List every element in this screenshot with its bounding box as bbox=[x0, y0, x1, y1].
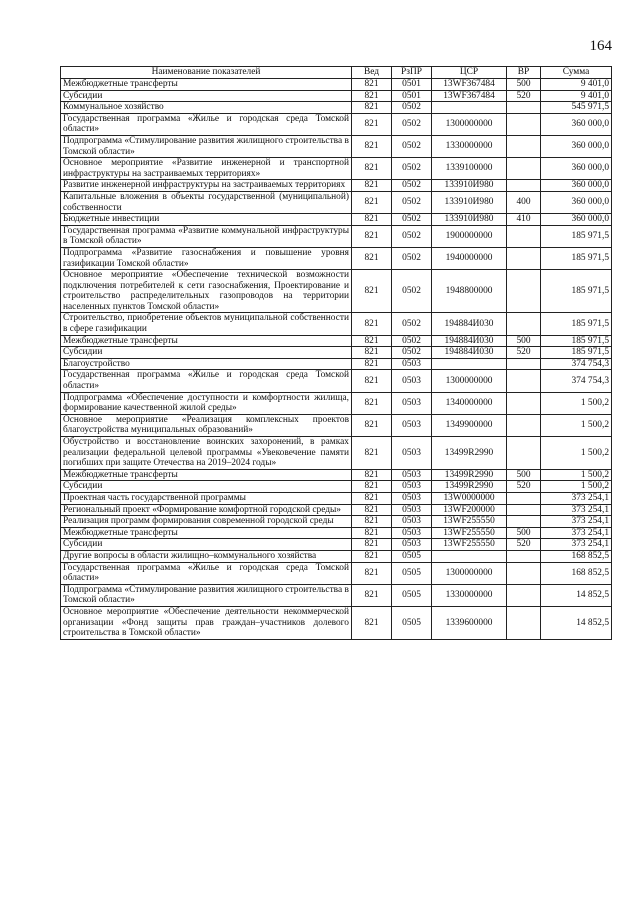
row-ved: 821 bbox=[352, 313, 392, 335]
row-ved: 821 bbox=[352, 225, 392, 247]
row-rzpr: 0502 bbox=[392, 158, 432, 180]
row-sum: 185 971,5 bbox=[541, 225, 612, 247]
row-name: Государственная программа «Жилье и городская среда Томской области» bbox=[61, 562, 352, 584]
row-vr bbox=[507, 113, 541, 135]
table-row bbox=[61, 180, 612, 192]
row-sum: 373 254,1 bbox=[541, 492, 612, 504]
row-vr: 520 bbox=[507, 347, 541, 359]
row-sum: 168 852,5 bbox=[541, 550, 612, 562]
row-csr: 13W0000000 bbox=[432, 492, 507, 504]
row-ved: 821 bbox=[352, 135, 392, 157]
row-csr bbox=[432, 550, 507, 562]
row-vr bbox=[507, 606, 541, 639]
row-vr bbox=[507, 180, 541, 192]
row-sum: 185 971,5 bbox=[541, 335, 612, 347]
row-ved: 821 bbox=[352, 214, 392, 226]
row-csr: 1339100000 bbox=[432, 158, 507, 180]
row-rzpr: 0503 bbox=[392, 527, 432, 539]
row-ved: 821 bbox=[352, 550, 392, 562]
header-ved: Вед bbox=[352, 67, 392, 79]
row-ved: 821 bbox=[352, 370, 392, 392]
row-sum: 373 254,1 bbox=[541, 504, 612, 516]
table-row bbox=[61, 214, 612, 226]
table-row bbox=[61, 113, 612, 135]
table-row bbox=[61, 504, 612, 516]
header-csr: ЦСР bbox=[432, 67, 507, 79]
row-csr: 1900000000 bbox=[432, 225, 507, 247]
row-ved: 821 bbox=[352, 79, 392, 91]
row-csr: 1948800000 bbox=[432, 270, 507, 313]
row-ved: 821 bbox=[352, 437, 392, 470]
row-name: Обустройство и восстановление воинских захоронений, в рамках реализации федеральной целевой программы «Увековечение памяти погибших при защите Отечества на 2019–2024 годы» bbox=[61, 437, 352, 470]
table-row bbox=[61, 347, 612, 359]
row-rzpr: 0502 bbox=[392, 347, 432, 359]
row-vr bbox=[507, 392, 541, 414]
row-rzpr: 0502 bbox=[392, 247, 432, 269]
table-row bbox=[61, 437, 612, 470]
table-row bbox=[61, 516, 612, 528]
row-vr bbox=[507, 562, 541, 584]
row-csr: 13WF200000 bbox=[432, 504, 507, 516]
row-name: Государственная программа «Жилье и городская среда Томской области» bbox=[61, 370, 352, 392]
row-vr bbox=[507, 584, 541, 606]
row-csr: 1340000000 bbox=[432, 392, 507, 414]
header-name: Наименование показателей bbox=[61, 67, 352, 79]
row-vr bbox=[507, 225, 541, 247]
table-row bbox=[61, 158, 612, 180]
row-name: Коммунальное хозяйство bbox=[61, 102, 352, 114]
row-sum: 185 971,5 bbox=[541, 247, 612, 269]
row-ved: 821 bbox=[352, 504, 392, 516]
row-sum: 360 000,0 bbox=[541, 191, 612, 213]
table-header-row bbox=[61, 67, 612, 79]
row-rzpr: 0503 bbox=[392, 492, 432, 504]
row-csr: 133910И980 bbox=[432, 214, 507, 226]
row-name: Межбюджетные трансферты bbox=[61, 335, 352, 347]
row-vr bbox=[507, 437, 541, 470]
row-rzpr: 0502 bbox=[392, 102, 432, 114]
row-rzpr: 0505 bbox=[392, 550, 432, 562]
table-row bbox=[61, 481, 612, 493]
row-csr: 13WF255550 bbox=[432, 516, 507, 528]
row-rzpr: 0502 bbox=[392, 270, 432, 313]
row-vr bbox=[507, 492, 541, 504]
row-name: Субсидии bbox=[61, 539, 352, 551]
table-row bbox=[61, 550, 612, 562]
row-sum: 373 254,1 bbox=[541, 516, 612, 528]
table-row bbox=[61, 313, 612, 335]
row-name: Межбюджетные трансферты bbox=[61, 469, 352, 481]
row-rzpr: 0502 bbox=[392, 113, 432, 135]
row-csr bbox=[432, 358, 507, 370]
row-ved: 821 bbox=[352, 527, 392, 539]
row-vr bbox=[507, 516, 541, 528]
row-name: Капитальные вложения в объекты государственной (муниципальной) собственности bbox=[61, 191, 352, 213]
row-vr bbox=[507, 270, 541, 313]
table-row bbox=[61, 562, 612, 584]
row-sum: 1 500,2 bbox=[541, 392, 612, 414]
row-name: Проектная часть государственной программы bbox=[61, 492, 352, 504]
table-row bbox=[61, 370, 612, 392]
row-sum: 373 254,1 bbox=[541, 539, 612, 551]
row-name: Государственная программа «Развитие коммунальной инфраструктуры в Томской области» bbox=[61, 225, 352, 247]
row-rzpr: 0502 bbox=[392, 335, 432, 347]
row-vr: 520 bbox=[507, 539, 541, 551]
row-rzpr: 0502 bbox=[392, 313, 432, 335]
row-ved: 821 bbox=[352, 158, 392, 180]
row-ved: 821 bbox=[352, 247, 392, 269]
row-csr: 133910И980 bbox=[432, 191, 507, 213]
row-name: Межбюджетные трансферты bbox=[61, 527, 352, 539]
row-ved: 821 bbox=[352, 347, 392, 359]
row-name: Основное мероприятие «Обеспечение деятельности некоммерческой организации «Фонд защиты прав граждан–участников долевого строительства в Томской области» bbox=[61, 606, 352, 639]
row-vr: 500 bbox=[507, 527, 541, 539]
table-row bbox=[61, 469, 612, 481]
row-csr: 1940000000 bbox=[432, 247, 507, 269]
row-sum: 185 971,5 bbox=[541, 347, 612, 359]
row-name: Подпрограмма «Обеспечение доступности и комфортности жилища, формирование качественной жилой среды» bbox=[61, 392, 352, 414]
row-csr: 1349900000 bbox=[432, 414, 507, 436]
row-name: Подпрограмма «Стимулирование развития жилищного строительства в Томской области» bbox=[61, 135, 352, 157]
header-rzpr: РзПР bbox=[392, 67, 432, 79]
row-vr: 400 bbox=[507, 191, 541, 213]
row-csr: 194884И030 bbox=[432, 347, 507, 359]
row-sum: 9 401,0 bbox=[541, 79, 612, 91]
row-sum: 1 500,2 bbox=[541, 481, 612, 493]
table-row bbox=[61, 79, 612, 91]
row-ved: 821 bbox=[352, 481, 392, 493]
row-rzpr: 0501 bbox=[392, 90, 432, 102]
row-sum: 185 971,5 bbox=[541, 313, 612, 335]
row-ved: 821 bbox=[352, 516, 392, 528]
row-name: Субсидии bbox=[61, 481, 352, 493]
row-sum: 373 254,1 bbox=[541, 527, 612, 539]
row-csr: 133910И980 bbox=[432, 180, 507, 192]
header-sum: Сумма bbox=[541, 67, 612, 79]
table-row bbox=[61, 270, 612, 313]
row-sum: 545 971,5 bbox=[541, 102, 612, 114]
row-csr: 1330000000 bbox=[432, 135, 507, 157]
row-sum: 1 500,2 bbox=[541, 469, 612, 481]
row-csr: 13499R2990 bbox=[432, 437, 507, 470]
table-row bbox=[61, 539, 612, 551]
row-sum: 374 754,3 bbox=[541, 358, 612, 370]
row-ved: 821 bbox=[352, 191, 392, 213]
row-sum: 14 852,5 bbox=[541, 606, 612, 639]
row-vr bbox=[507, 247, 541, 269]
table-row bbox=[61, 225, 612, 247]
table-row bbox=[61, 358, 612, 370]
row-name: Основное мероприятие «Развитие инженерной и транспортной инфраструктуры на застраиваемых территориях» bbox=[61, 158, 352, 180]
row-vr bbox=[507, 313, 541, 335]
table-row bbox=[61, 135, 612, 157]
table-row bbox=[61, 527, 612, 539]
table-row bbox=[61, 335, 612, 347]
row-vr bbox=[507, 158, 541, 180]
row-sum: 360 000,0 bbox=[541, 135, 612, 157]
table-row bbox=[61, 90, 612, 102]
row-vr bbox=[507, 550, 541, 562]
row-rzpr: 0502 bbox=[392, 214, 432, 226]
row-csr: 1300000000 bbox=[432, 370, 507, 392]
row-csr: 13WF255550 bbox=[432, 539, 507, 551]
header-vr: ВР bbox=[507, 67, 541, 79]
row-csr: 1300000000 bbox=[432, 562, 507, 584]
row-name: Развитие инженерной инфраструктуры на застраиваемых территориях bbox=[61, 180, 352, 192]
table-row bbox=[61, 492, 612, 504]
row-name: Строительство, приобретение объектов муниципальной собственности в сфере газификации bbox=[61, 313, 352, 335]
table-row bbox=[61, 584, 612, 606]
row-vr bbox=[507, 358, 541, 370]
row-ved: 821 bbox=[352, 270, 392, 313]
row-sum: 1 500,2 bbox=[541, 414, 612, 436]
row-name: Основное мероприятие «Обеспечение технической возможности подключения потребителей к сети газоснабжения, Проектирование и строительство распределительных газопроводов на территории населенных пунктов Томской области» bbox=[61, 270, 352, 313]
row-csr: 13WF367484 bbox=[432, 90, 507, 102]
row-sum: 360 000,0 bbox=[541, 113, 612, 135]
row-ved: 821 bbox=[352, 392, 392, 414]
row-csr: 1339600000 bbox=[432, 606, 507, 639]
table-row bbox=[61, 102, 612, 114]
row-sum: 360 000,0 bbox=[541, 214, 612, 226]
row-rzpr: 0503 bbox=[392, 414, 432, 436]
row-csr: 194884И030 bbox=[432, 313, 507, 335]
row-name: Субсидии bbox=[61, 347, 352, 359]
row-csr: 13499R2990 bbox=[432, 481, 507, 493]
row-ved: 821 bbox=[352, 90, 392, 102]
row-name: Реализация программ формирования современной городской среды bbox=[61, 516, 352, 528]
row-ved: 821 bbox=[352, 414, 392, 436]
table-row bbox=[61, 392, 612, 414]
row-rzpr: 0503 bbox=[392, 539, 432, 551]
row-rzpr: 0505 bbox=[392, 606, 432, 639]
row-csr: 194884И030 bbox=[432, 335, 507, 347]
row-rzpr: 0503 bbox=[392, 392, 432, 414]
row-ved: 821 bbox=[352, 358, 392, 370]
row-rzpr: 0505 bbox=[392, 562, 432, 584]
row-sum: 360 000,0 bbox=[541, 180, 612, 192]
row-sum: 360 000,0 bbox=[541, 158, 612, 180]
row-ved: 821 bbox=[352, 606, 392, 639]
row-vr bbox=[507, 370, 541, 392]
row-name: Подпрограмма «Стимулирование развития жилищного строительства в Томской области» bbox=[61, 584, 352, 606]
row-ved: 821 bbox=[352, 335, 392, 347]
row-name: Региональный проект «Формирование комфортной городской среды» bbox=[61, 504, 352, 516]
row-rzpr: 0503 bbox=[392, 516, 432, 528]
row-name: Другие вопросы в области жилищно–коммунального хозяйства bbox=[61, 550, 352, 562]
row-name: Межбюджетные трансферты bbox=[61, 79, 352, 91]
row-rzpr: 0503 bbox=[392, 504, 432, 516]
row-sum: 1 500,2 bbox=[541, 437, 612, 470]
row-ved: 821 bbox=[352, 469, 392, 481]
row-name: Субсидии bbox=[61, 90, 352, 102]
row-rzpr: 0502 bbox=[392, 180, 432, 192]
row-csr: 13WF255550 bbox=[432, 527, 507, 539]
row-ved: 821 bbox=[352, 562, 392, 584]
row-vr bbox=[507, 135, 541, 157]
table-row bbox=[61, 247, 612, 269]
row-rzpr: 0502 bbox=[392, 135, 432, 157]
row-csr: 13499R2990 bbox=[432, 469, 507, 481]
row-vr: 500 bbox=[507, 335, 541, 347]
row-rzpr: 0503 bbox=[392, 481, 432, 493]
row-vr: 500 bbox=[507, 79, 541, 91]
row-csr: 1300000000 bbox=[432, 113, 507, 135]
row-rzpr: 0505 bbox=[392, 584, 432, 606]
row-vr bbox=[507, 102, 541, 114]
row-name: Подпрограмма «Развитие газоснабжения и повышение уровня газификации Томской области» bbox=[61, 247, 352, 269]
row-ved: 821 bbox=[352, 102, 392, 114]
row-ved: 821 bbox=[352, 492, 392, 504]
row-vr: 500 bbox=[507, 469, 541, 481]
row-vr bbox=[507, 414, 541, 436]
row-rzpr: 0503 bbox=[392, 358, 432, 370]
row-ved: 821 bbox=[352, 180, 392, 192]
row-csr: 1330000000 bbox=[432, 584, 507, 606]
row-rzpr: 0503 bbox=[392, 370, 432, 392]
row-name: Бюджетные инвестиции bbox=[61, 214, 352, 226]
row-csr bbox=[432, 102, 507, 114]
row-vr: 520 bbox=[507, 90, 541, 102]
row-ved: 821 bbox=[352, 584, 392, 606]
row-rzpr: 0501 bbox=[392, 79, 432, 91]
table-row bbox=[61, 414, 612, 436]
row-name: Благоустройство bbox=[61, 358, 352, 370]
row-rzpr: 0502 bbox=[392, 191, 432, 213]
row-sum: 9 401,0 bbox=[541, 90, 612, 102]
row-rzpr: 0502 bbox=[392, 225, 432, 247]
row-name: Основное мероприятие «Реализация комплексных проектов благоустройства муниципальных образований» bbox=[61, 414, 352, 436]
row-rzpr: 0503 bbox=[392, 469, 432, 481]
row-ved: 821 bbox=[352, 539, 392, 551]
row-rzpr: 0503 bbox=[392, 437, 432, 470]
row-ved: 821 bbox=[352, 113, 392, 135]
row-sum: 168 852,5 bbox=[541, 562, 612, 584]
row-sum: 374 754,3 bbox=[541, 370, 612, 392]
row-name: Государственная программа «Жилье и городская среда Томской области» bbox=[61, 113, 352, 135]
row-sum: 185 971,5 bbox=[541, 270, 612, 313]
row-csr: 13WF367484 bbox=[432, 79, 507, 91]
table-row bbox=[61, 606, 612, 639]
page-number: 164 bbox=[589, 38, 612, 54]
row-vr bbox=[507, 504, 541, 516]
table-row bbox=[61, 191, 612, 213]
budget-table bbox=[60, 66, 612, 640]
row-vr: 520 bbox=[507, 481, 541, 493]
row-vr: 410 bbox=[507, 214, 541, 226]
row-sum: 14 852,5 bbox=[541, 584, 612, 606]
